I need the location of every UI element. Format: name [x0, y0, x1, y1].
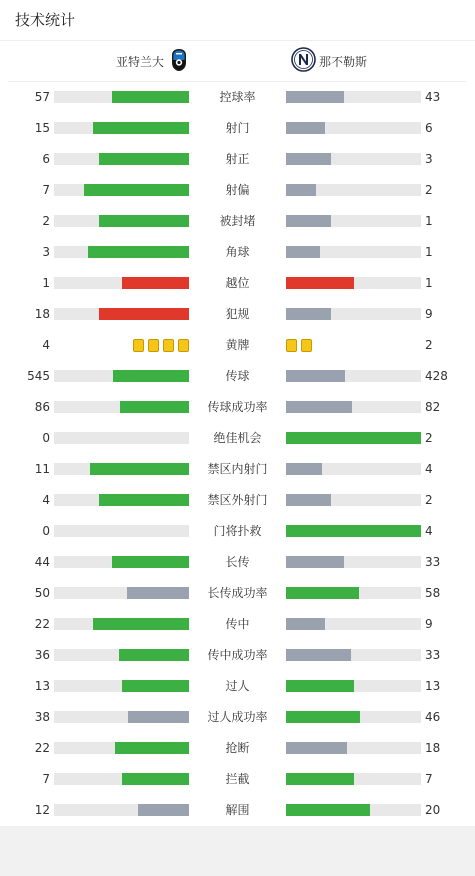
away-bar-fill: [286, 277, 354, 289]
stat-row: [0, 795, 475, 826]
stat-label: 过人: [225, 679, 250, 693]
stat-label: 传中: [225, 617, 250, 631]
away-value: 4: [425, 462, 433, 476]
away-bar-track: [286, 463, 421, 475]
stat-label: 禁区外射门: [207, 493, 268, 507]
home-bar-fill: [138, 804, 189, 816]
home-bar-track: [54, 215, 189, 227]
home-value: 0: [42, 524, 50, 538]
home-bar-fill: [90, 463, 189, 475]
stat-row: [0, 361, 475, 392]
stat-label: 越位: [225, 276, 250, 290]
home-value: 4: [42, 338, 50, 352]
away-bar-fill: [286, 246, 320, 258]
stat-row: [0, 144, 475, 175]
home-bar-track: [54, 525, 189, 537]
away-value: 33: [425, 648, 441, 662]
away-bar-track: [286, 711, 421, 723]
away-value: 1: [425, 214, 433, 228]
away-bar-track: [286, 277, 421, 289]
home-value: 22: [34, 741, 50, 755]
away-bar-fill: [286, 91, 344, 103]
away-bar-track: [286, 649, 421, 661]
home-bar-fill: [88, 246, 189, 258]
away-bar-track: [286, 246, 421, 258]
home-bar-fill: [84, 184, 189, 196]
away-bar-track: [286, 184, 421, 196]
away-value: 3: [425, 152, 433, 166]
away-value: 20: [425, 803, 441, 817]
home-value: 545: [27, 369, 50, 383]
home-bar-fill: [99, 215, 189, 227]
home-value: 7: [42, 183, 50, 197]
home-value: 2: [42, 214, 50, 228]
home-bar-track: [54, 804, 189, 816]
home-bar-fill: [112, 91, 189, 103]
home-bar-track: [54, 711, 189, 723]
stat-label: 射门: [225, 121, 250, 135]
stat-row: [0, 330, 475, 361]
away-bar-fill: [286, 587, 359, 599]
stat-row: [0, 299, 475, 330]
stat-row: [0, 516, 475, 547]
stat-row: [0, 454, 475, 485]
home-bar-track: [54, 91, 189, 103]
home-bar-track: [54, 618, 189, 630]
stat-label: 控球率: [219, 90, 256, 104]
home-bar-fill: [115, 742, 189, 754]
home-value: 22: [34, 617, 50, 631]
home-value: 38: [34, 710, 50, 724]
home-bar-track: [54, 153, 189, 165]
away-value: 6: [425, 121, 433, 135]
away-bar-track: [286, 308, 421, 320]
home-yellow-cards: [133, 339, 189, 352]
home-bar-fill: [112, 556, 189, 568]
home-bar-fill: [119, 649, 189, 661]
stat-label: 射偏: [225, 183, 250, 197]
stat-row: [0, 237, 475, 268]
stat-row: [0, 423, 475, 454]
away-bar-track: [286, 556, 421, 568]
stat-label: 长传成功率: [207, 586, 268, 600]
home-value: 36: [34, 648, 50, 662]
home-bar-track: [54, 494, 189, 506]
away-bar-fill: [286, 215, 331, 227]
away-bar-fill: [286, 370, 345, 382]
home-value: 7: [42, 772, 50, 786]
yellow-card-icon: [163, 339, 174, 352]
home-value: 57: [34, 90, 50, 104]
home-bar-track: [54, 587, 189, 599]
home-bar-fill: [122, 773, 190, 785]
away-bar-fill: [286, 184, 316, 196]
away-bar-track: [286, 122, 421, 134]
home-bar-track: [54, 649, 189, 661]
home-bar-track: [54, 773, 189, 785]
home-value: 3: [42, 245, 50, 259]
home-value: 4: [42, 493, 50, 507]
away-value: 428: [425, 369, 448, 383]
home-bar-fill: [99, 308, 189, 320]
home-bar-fill: [99, 153, 189, 165]
home-bar-fill: [93, 122, 189, 134]
stat-row: [0, 485, 475, 516]
away-bar-fill: [286, 773, 354, 785]
away-bar-fill: [286, 742, 347, 754]
away-value: 7: [425, 772, 433, 786]
away-bar-fill: [286, 153, 331, 165]
away-value: 46: [425, 710, 441, 724]
home-bar-fill: [122, 277, 190, 289]
away-bar-track: [286, 680, 421, 692]
away-bar-track: [286, 742, 421, 754]
away-value: 13: [425, 679, 441, 693]
away-bar-fill: [286, 680, 354, 692]
away-value: 2: [425, 338, 433, 352]
stat-row: [0, 609, 475, 640]
away-value: 43: [425, 90, 441, 104]
home-team-name: 亚特兰大: [115, 54, 164, 69]
away-bar-fill: [286, 432, 421, 444]
stat-row: [0, 113, 475, 144]
away-bar-fill: [286, 525, 421, 537]
napoli-crest-icon: [291, 47, 316, 75]
yellow-card-icon: [301, 339, 312, 352]
stat-label: 解围: [225, 803, 250, 817]
home-value: 13: [34, 679, 50, 693]
stats-list: [0, 82, 475, 826]
home-bar-track: [54, 184, 189, 196]
stat-label: 射正: [225, 152, 250, 166]
home-value: 50: [34, 586, 50, 600]
away-bar-fill: [286, 649, 351, 661]
away-bar-track: [286, 525, 421, 537]
stat-label: 传球: [225, 369, 250, 383]
home-bar-track: [54, 277, 189, 289]
yellow-card-icon: [148, 339, 159, 352]
stat-row: [0, 175, 475, 206]
away-bar-fill: [286, 556, 344, 568]
home-value: 15: [34, 121, 50, 135]
stat-row: [0, 392, 475, 423]
away-bar-track: [286, 215, 421, 227]
stat-label: 黄牌: [225, 338, 250, 352]
away-value: 2: [425, 493, 433, 507]
away-value: 4: [425, 524, 433, 538]
away-value: 9: [425, 307, 433, 321]
home-bar-track: [54, 308, 189, 320]
stat-label: 被封堵: [219, 214, 256, 228]
home-bar-fill: [120, 401, 189, 413]
home-value: 86: [34, 400, 50, 414]
away-value: 18: [425, 741, 441, 755]
home-bar-fill: [113, 370, 189, 382]
page-title: 技术统计: [15, 11, 76, 29]
stat-row: [0, 82, 475, 113]
away-bar-fill: [286, 804, 370, 816]
away-yellow-cards: [286, 339, 312, 352]
away-bar-fill: [286, 494, 331, 506]
stat-row: [0, 578, 475, 609]
home-bar-track: [54, 556, 189, 568]
stat-label: 角球: [225, 245, 250, 259]
away-bar-fill: [286, 401, 352, 413]
away-team[interactable]: [291, 41, 367, 81]
away-bar-fill: [286, 618, 325, 630]
away-bar-fill: [286, 122, 325, 134]
away-bar-track: [286, 432, 421, 444]
away-bar-track: [286, 587, 421, 599]
away-bar-fill: [286, 463, 322, 475]
home-bar-track: [54, 122, 189, 134]
home-value: 6: [42, 152, 50, 166]
away-value: 2: [425, 183, 433, 197]
stat-label: 禁区内射门: [207, 462, 268, 476]
stat-row: [0, 547, 475, 578]
stat-label: 传球成功率: [207, 400, 268, 414]
home-bar-track: [54, 370, 189, 382]
home-bar-fill: [99, 494, 189, 506]
home-bar-fill: [93, 618, 189, 630]
away-value: 33: [425, 555, 441, 569]
home-bar-track: [54, 246, 189, 258]
home-value: 44: [34, 555, 50, 569]
stat-label: 门将扑救: [213, 524, 262, 538]
stat-label: 长传: [225, 555, 250, 569]
stat-row: [0, 671, 475, 702]
stat-label: 拦截: [225, 772, 250, 786]
away-bar-fill: [286, 711, 360, 723]
home-team[interactable]: [116, 41, 187, 81]
yellow-card-icon: [286, 339, 297, 352]
home-bar-track: [54, 401, 189, 413]
away-value: 1: [425, 276, 433, 290]
home-value: 0: [42, 431, 50, 445]
away-bar-track: [286, 153, 421, 165]
away-team-name: 那不勒斯: [319, 54, 368, 69]
away-value: 82: [425, 400, 441, 414]
away-value: 1: [425, 245, 433, 259]
away-bar-track: [286, 773, 421, 785]
away-bar-track: [286, 494, 421, 506]
away-bar-track: [286, 91, 421, 103]
home-value: 1: [42, 276, 50, 290]
home-value: 11: [34, 462, 50, 476]
home-bar-track: [54, 742, 189, 754]
stat-row: [0, 764, 475, 795]
away-value: 9: [425, 617, 433, 631]
home-bar-fill: [128, 711, 189, 723]
stat-label: 传中成功率: [207, 648, 268, 662]
home-value: 18: [34, 307, 50, 321]
stat-row: [0, 640, 475, 671]
home-bar-track: [54, 680, 189, 692]
yellow-card-icon: [133, 339, 144, 352]
stat-label: 抢断: [225, 741, 250, 755]
stat-row: [0, 733, 475, 764]
stat-row: [0, 206, 475, 237]
away-bar-fill: [286, 308, 331, 320]
stat-label: 犯规: [225, 307, 250, 321]
teams-header: [0, 41, 475, 81]
away-value: 58: [425, 586, 441, 600]
away-bar-track: [286, 401, 421, 413]
yellow-card-icon: [178, 339, 189, 352]
stat-label: 过人成功率: [207, 710, 268, 724]
stat-row: [0, 702, 475, 733]
home-bar-fill: [122, 680, 190, 692]
home-value: 12: [34, 803, 50, 817]
stat-row: [0, 268, 475, 299]
home-bar-track: [54, 463, 189, 475]
home-bar-fill: [127, 587, 189, 599]
away-bar-track: [286, 618, 421, 630]
away-value: 2: [425, 431, 433, 445]
stat-label: 绝佳机会: [213, 431, 262, 445]
home-bar-track: [54, 432, 189, 444]
atalanta-crest-icon: [171, 48, 187, 75]
away-bar-track: [286, 804, 421, 816]
away-bar-track: [286, 370, 421, 382]
